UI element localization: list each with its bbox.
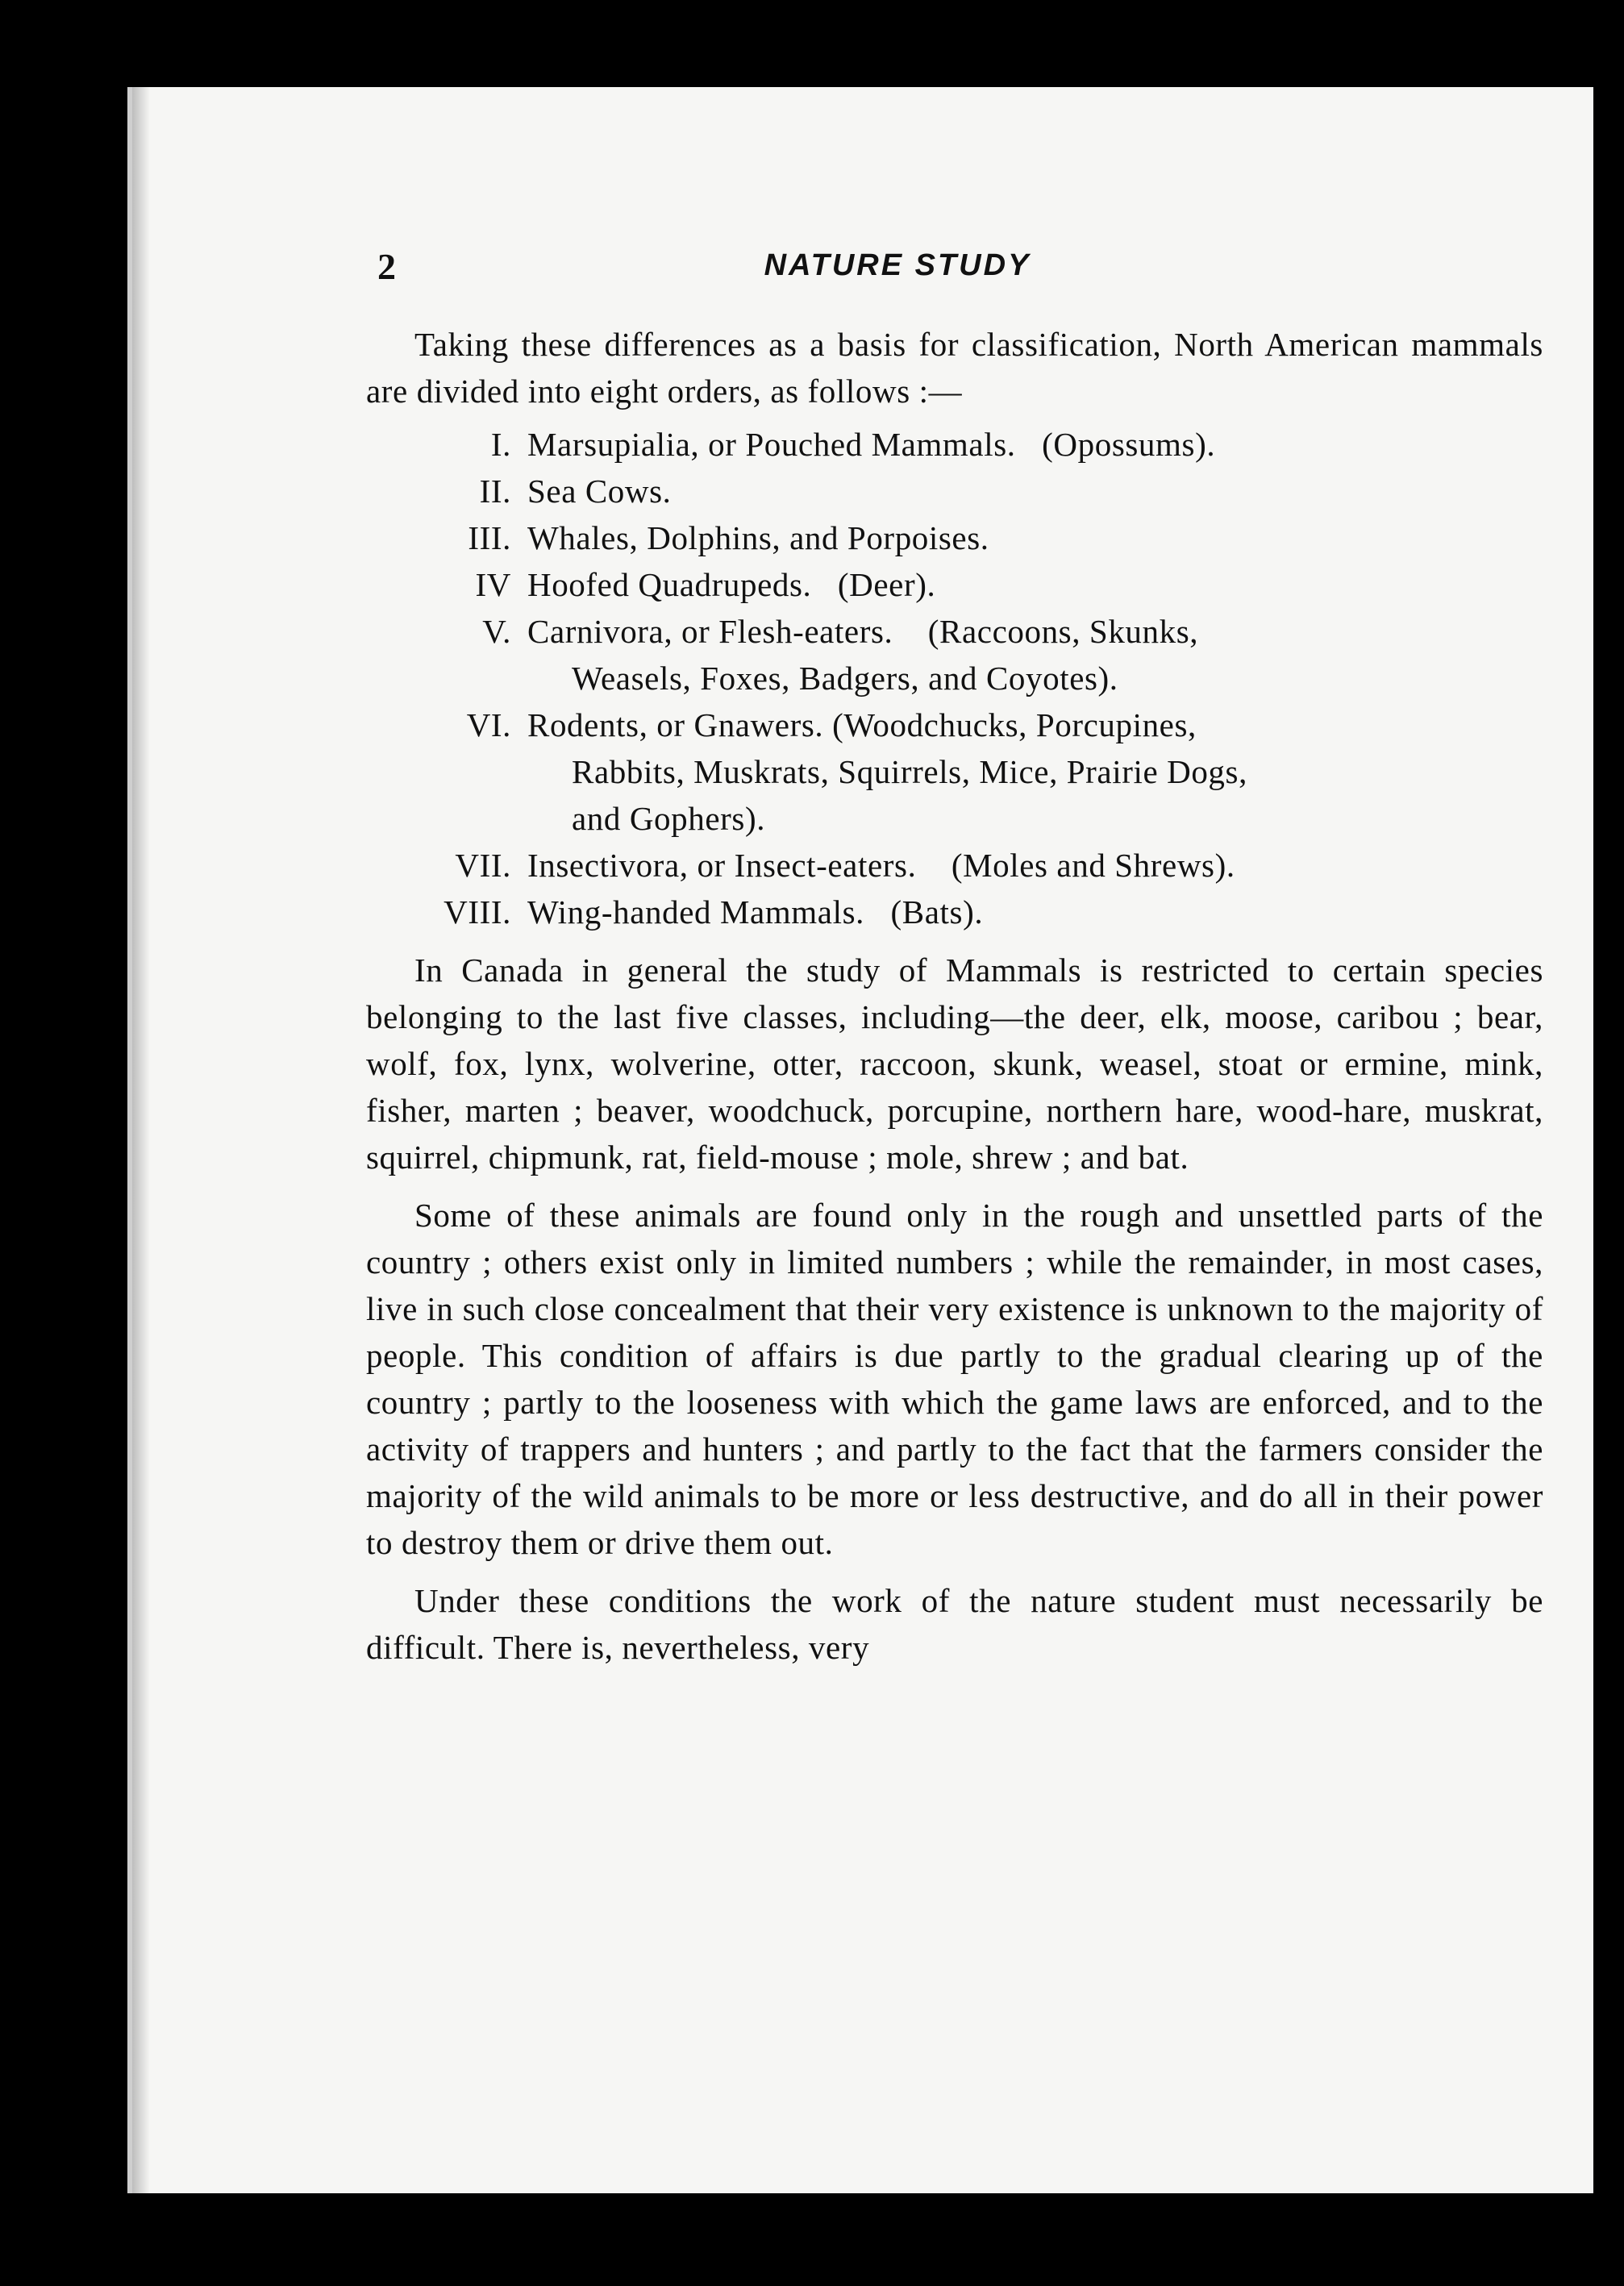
order-numeral: VII. [455,847,511,884]
orders-list [366,421,1543,935]
order-item-7 [366,842,1543,889]
order-text [527,889,1543,935]
order-text [527,842,1543,889]
order-item-1 [366,421,1543,468]
order-numeral: III. [468,519,511,556]
intro-paragraph: Taking these differences as a basis for classification, North American mammals are divided into eight orders, as follows :— [366,326,1543,410]
running-title: NATURE STUDY [764,248,1031,282]
order-line: Whales, Dolphins, and Porpoises. [527,519,989,556]
order-text [527,468,1543,514]
order-numeral: VIII. [443,893,511,931]
body-paragraph-2: Some of these animals are found only in the rough and unsettled parts of the country ; others exist only in limited numbers ; while the remainder, in most cases, live in such close concealment that their very existence is unknown to the majority of people. This condition of affairs is due partly to the gradual clearing up of the country ; partly to the looseness with which the game laws are enforced, and to the activity of trappers and hunters ; and partly to the fact that the farmers consider the majority of the wild animals to be more or less destructive, and do all in their power to destroy them or drive them out. [366,1197,1543,1561]
order-numeral: V. [482,613,511,650]
order-numeral: VI. [466,706,511,743]
order-line-continued: Weasels, Foxes, Badgers, and Coyotes). [572,660,1118,697]
body-paragraph-1: In Canada in general the study of Mammals is restricted to certain species belonging to the last five classes, including—the deer, elk, moose, caribou ; bear, wolf, fox, lynx, wolverine, otter, raccoon, skunk, weasel, stoat or ermine, mink, fisher, marten ; beaver, woodchuck, porcupine, northern hare, wood-hare, muskrat, squirrel, chipmunk, rat, field-mouse ; mole, shrew ; and bat. [366,951,1543,1176]
body-paragraph-3: Under these conditions the work of the nature student must necessarily be difficult. There is, nevertheless, very [366,1582,1543,1666]
order-line: Wing-handed Mammals. (Bats). [527,893,984,931]
order-line: Insectivora, or Insect-eaters. (Moles and Shrews). [527,847,1235,884]
order-text [527,421,1543,468]
order-item-4 [366,561,1543,608]
order-text [527,608,1543,702]
order-line-continued: Rabbits, Muskrats, Squirrels, Mice, Prairie Dogs, [572,753,1247,790]
order-numeral: IV [475,566,511,603]
order-item-8 [366,889,1543,935]
order-line: Marsupialia, or Pouched Mammals. (Opossums). [527,426,1216,463]
order-line: Carnivora, or Flesh-eaters. (Raccoons, Skunks, [527,613,1199,650]
page-number: 2 [377,246,396,287]
order-line-continued: and Gophers). [572,800,766,837]
order-line: Rodents, or Gnawers. (Woodchucks, Porcupines, [527,706,1197,743]
book-page [127,87,1593,2193]
order-item-6 [366,702,1543,842]
order-item-3 [366,514,1543,561]
order-numeral: II. [479,473,511,510]
order-item-5 [366,608,1543,702]
page-edge-shadow [132,87,150,2193]
order-text [527,702,1543,842]
page-body [366,321,1543,1671]
order-numeral: I. [490,426,511,463]
order-item-2 [366,468,1543,514]
order-text [527,514,1543,561]
order-line: Hoofed Quadrupeds. (Deer). [527,566,936,603]
order-line: Sea Cows. [527,473,672,510]
order-text [527,561,1543,608]
